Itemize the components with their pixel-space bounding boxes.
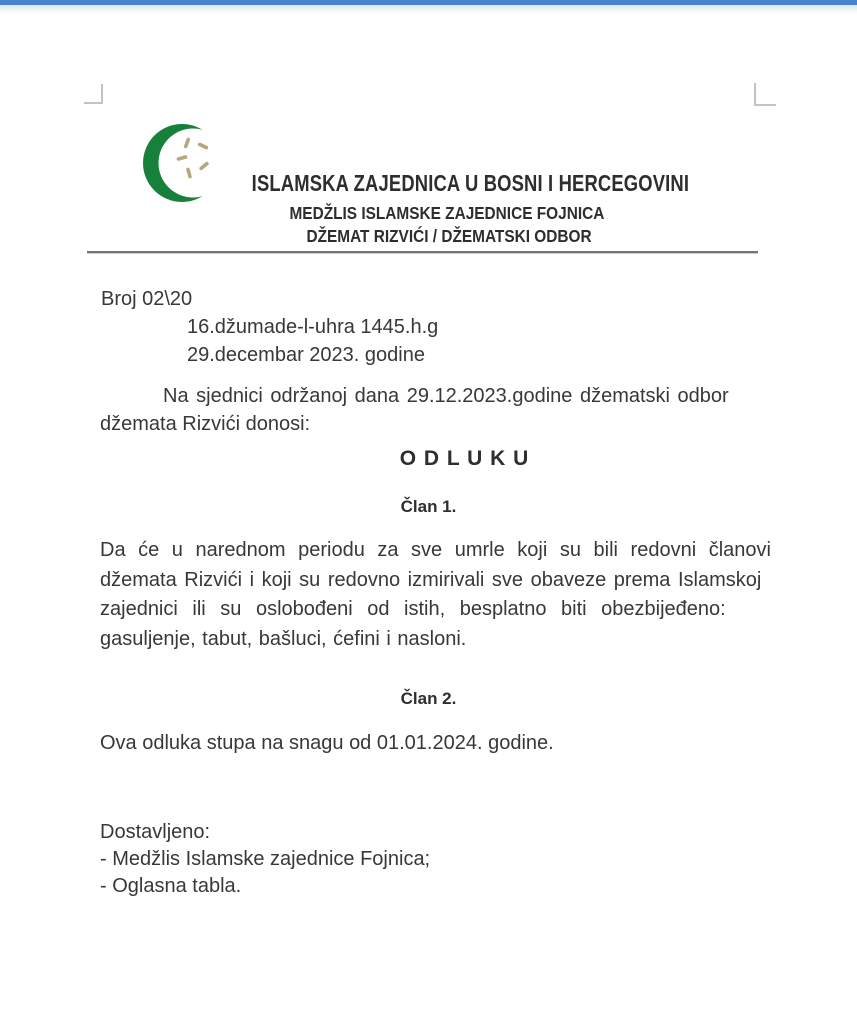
doc-dates	[187, 314, 438, 369]
distribution-item: - Oglasna tabla.	[100, 875, 242, 897]
article-1-line: džemata Rizvići i koji su redovno izmirivali sve obaveze prema Islamskoj	[100, 568, 762, 591]
article-1-heading: Član 1.	[400, 497, 457, 516]
org-name-primary-row	[83, 170, 857, 197]
org-name-secondary-row	[37, 203, 857, 224]
intro-line-2: džemata Rizvići donosi:	[100, 412, 311, 435]
org-name-secondary: MEDŽLIS ISLAMSKE ZAJEDNICE FOJNICA	[289, 203, 605, 223]
article-2-heading: Član 2.	[400, 689, 457, 708]
text-boundary-mark-top-left	[84, 84, 103, 104]
intro-paragraph	[100, 383, 760, 438]
distribution-item: - Medžlis Islamske zajednice Fojnica;	[100, 848, 431, 870]
org-name-tertiary: DŽEMAT RIZVIĆI / DŽEMATSKI ODBOR	[306, 226, 592, 246]
decision-title: O D L U K U	[399, 447, 530, 470]
distribution-block	[100, 819, 430, 900]
distribution-heading: Dostavljeno:	[100, 821, 211, 843]
date-hijri: 16.džumade-l-uhra 1445.h.g	[187, 316, 439, 338]
article-1-line: zajednici ili su oslobođeni od istih, besplatno biti obezbijeđeno:	[100, 598, 726, 620]
date-gregorian: 29.decembar 2023. godine	[187, 343, 425, 366]
org-name-primary: ISLAMSKA ZAJEDNICA U BOSNI I HERCEGOVINI	[251, 170, 689, 196]
intro-line-1: Na sjednici održanoj dana 29.12.2023.godine džematski odbor	[163, 385, 729, 407]
article-1-body	[100, 536, 771, 654]
doc-number: Broj 02\20	[101, 288, 193, 310]
article-2-text: Ova odluka stupa na snagu od 01.01.2024. godine.	[100, 732, 554, 754]
article-1-line: gasuljenje, tabut, bašluci, ćefini i nasloni.	[100, 627, 467, 650]
text-boundary-mark-top-right	[754, 83, 776, 106]
header-divider	[87, 251, 758, 254]
top-accent-bar	[0, 0, 857, 5]
article-1-line: Da će u narednom periodu za sve umrle koji su bili redovni članovi	[100, 539, 771, 561]
org-name-tertiary-row	[39, 226, 857, 247]
